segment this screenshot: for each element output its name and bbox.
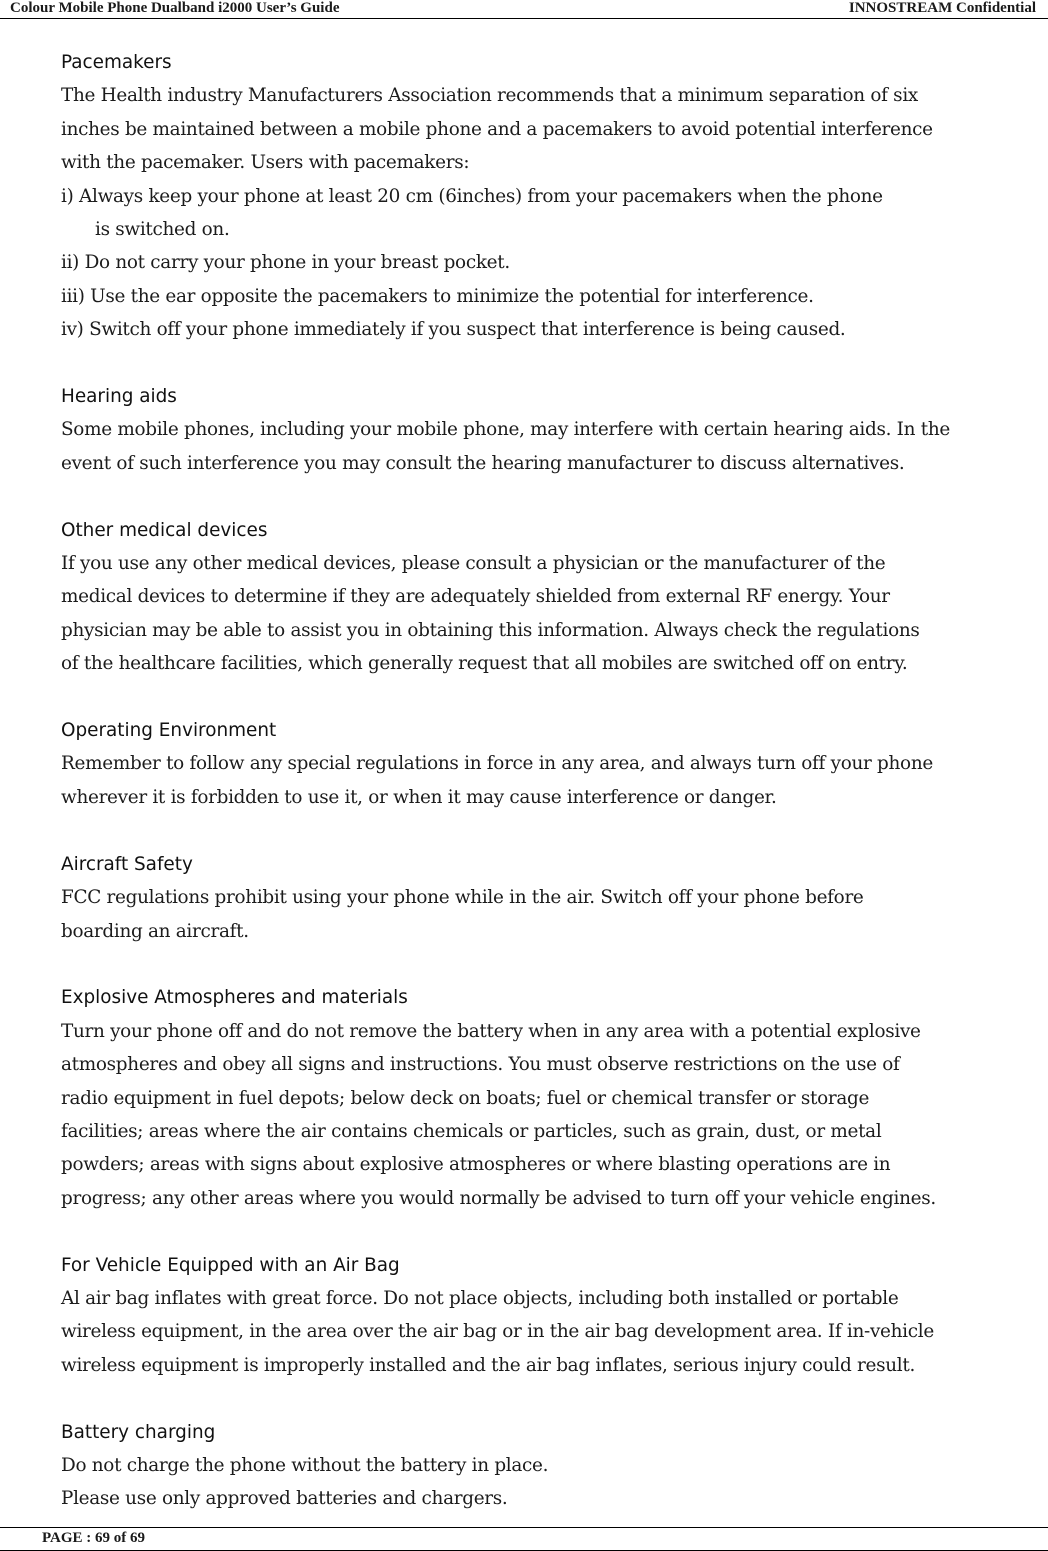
confidential-label: INNOSTREAM Confidential <box>848 0 1036 16</box>
paragraph-line: boarding an aircraft. <box>61 920 249 942</box>
paragraph-line: physician may be able to assist you in obtaining this information. Always check the regulations <box>61 619 920 641</box>
page-number: PAGE : 69 of 69 <box>42 1530 146 1546</box>
paragraph-line: inches be maintained between a mobile phone and a pacemakers to avoid potential interference <box>61 118 933 140</box>
paragraph-line: radio equipment in fuel depots; below deck on boats; fuel or chemical transfer or storage <box>61 1087 870 1109</box>
paragraph-line: wireless equipment is improperly installed and the air bag inflates, serious injury could result. <box>61 1354 916 1376</box>
section-vehicle-air-bag <box>61 1249 1041 1383</box>
list-item: iii) Use the ear opposite the pacemakers to minimize the potential for interference. <box>61 285 814 307</box>
section-heading: For Vehicle Equipped with an Air Bag <box>61 1254 400 1276</box>
document-title: Colour Mobile Phone Dualband i2000 User’s Guide <box>10 0 340 16</box>
list-item: ii) Do not carry your phone in your breast pocket. <box>61 252 510 274</box>
paragraph-line: atmospheres and obey all signs and instructions. You must observe restrictions on the use of <box>61 1054 900 1076</box>
section-heading: Battery charging <box>61 1421 216 1443</box>
list-item-continuation: is switched on. <box>95 219 230 241</box>
paragraph-line: facilities; areas where the air contains chemicals or particles, such as grain, dust, or metal <box>61 1120 882 1142</box>
section-other-medical-devices <box>61 514 1041 681</box>
paragraph-line: medical devices to determine if they are adequately shielded from external RF energy. Your <box>61 586 890 608</box>
section-heading: Aircraft Safety <box>61 853 193 875</box>
section-heading: Operating Environment <box>61 720 277 742</box>
paragraph-line: with the pacemaker. Users with pacemakers: <box>61 152 470 174</box>
paragraph-line: wireless equipment, in the area over the air bag or in the air bag development area. If in-vehicle <box>61 1321 934 1343</box>
paragraph-line: powders; areas with signs about explosive atmospheres or where blasting operations are in <box>61 1154 891 1176</box>
paragraph-line: event of such interference you may consult the hearing manufacturer to discuss alternatives. <box>61 452 905 474</box>
list-item: iv) Switch off your phone immediately if you suspect that interference is being caused. <box>61 319 846 341</box>
paragraph-line: The Health industry Manufacturers Association recommends that a minimum separation of six <box>61 85 918 107</box>
paragraph-line: FCC regulations prohibit using your phone while in the air. Switch off your phone before <box>61 887 864 909</box>
paragraph-line: If you use any other medical devices, please consult a physician or the manufacturer of the <box>61 553 886 575</box>
paragraph-line: Please use only approved batteries and chargers. <box>61 1488 508 1510</box>
section-operating-environment <box>61 714 1041 814</box>
paragraph-line: wherever it is forbidden to use it, or when it may cause interference or danger. <box>61 786 777 808</box>
section-heading: Explosive Atmospheres and materials <box>61 987 408 1009</box>
section-heading: Hearing aids <box>61 386 177 408</box>
list-item: i) Always keep your phone at least 20 cm (6inches) from your pacemakers when the phone <box>61 185 883 207</box>
paragraph-line: Do not charge the phone without the battery in place. <box>61 1454 549 1476</box>
section-hearing-aids <box>61 380 1041 480</box>
page-footer <box>0 1527 1048 1551</box>
section-heading: Pacemakers <box>61 52 172 73</box>
paragraph-line: progress; any other areas where you would normally be advised to turn off your vehicle engines. <box>61 1187 936 1209</box>
section-heading: Other medical devices <box>61 519 268 541</box>
section-explosive-atmospheres <box>61 981 1041 1215</box>
paragraph-line: Remember to follow any special regulations in force in any area, and always turn off your phone <box>61 753 933 775</box>
paragraph-line: of the healthcare facilities, which generally request that all mobiles are switched off on entry. <box>61 653 908 675</box>
page-header <box>0 0 1048 19</box>
paragraph-line: Some mobile phones, including your mobile phone, may interfere with certain hearing aids. In the <box>61 419 950 441</box>
section-aircraft-safety <box>61 848 1041 948</box>
paragraph-line: Turn your phone off and do not remove the battery when in any area with a potential explosive <box>61 1020 921 1042</box>
paragraph-line: Al air bag inflates with great force. Do not place objects, including both installed or portable <box>61 1287 899 1309</box>
section-battery-charging <box>61 1416 1041 1516</box>
section-pacemakers <box>61 46 1041 347</box>
document-body <box>61 46 1041 1516</box>
